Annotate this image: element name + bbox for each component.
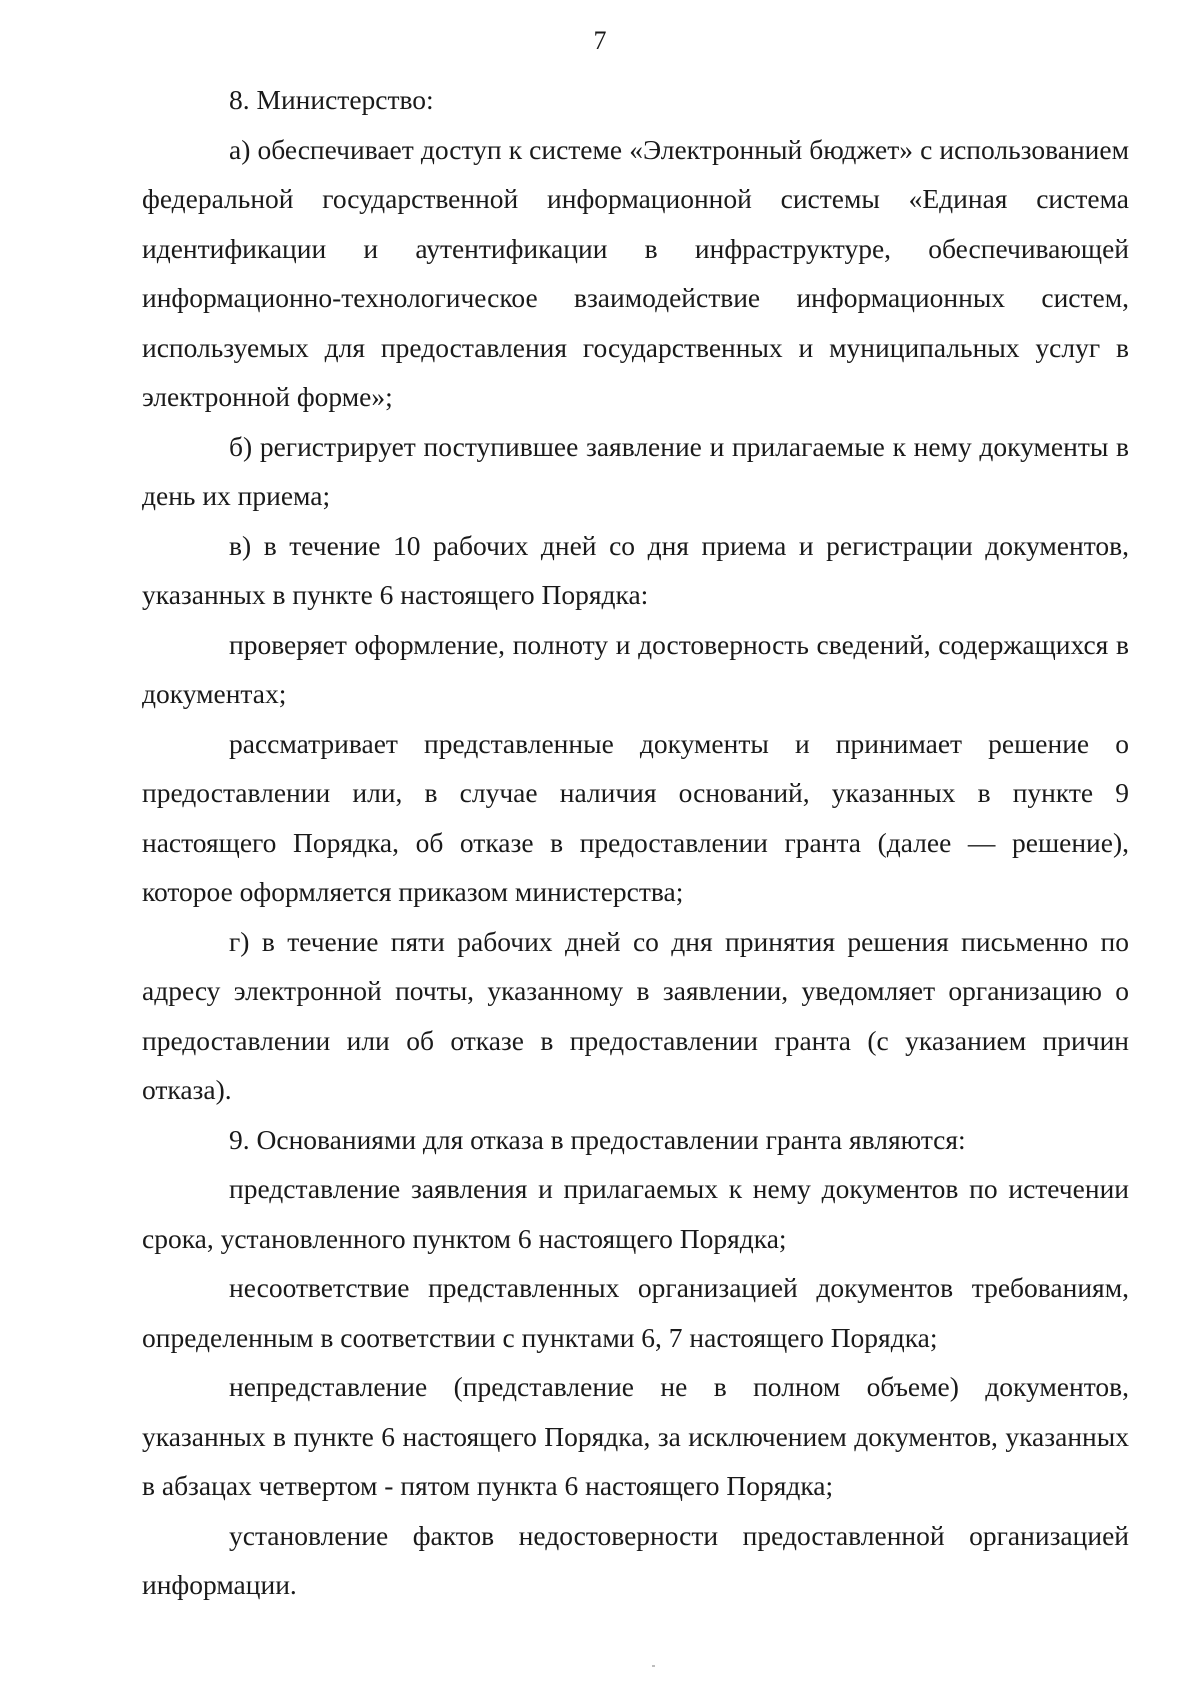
- scan-speck: [652, 1665, 655, 1667]
- paragraph-9-ground-false-info: установление фактов недостоверности предоставленной организацией информации.: [142, 1519, 1129, 1600]
- document-body: [142, 75, 1129, 1610]
- paragraph-9-ground-late: представление заявления и прилагаемых к нему документов по истечении срока, установленного пунктом 6 настоящего Порядка;: [142, 1173, 1129, 1254]
- paragraph-8b: б) регистрирует поступившее заявление и прилагаемые к нему документы в день их приема;: [142, 430, 1129, 511]
- paragraph-section-9-heading: 9. Основаниями для отказа в предоставлении гранта являются:: [229, 1123, 966, 1155]
- paragraph-8v: в) в течение 10 рабочих дней со дня приема и регистрации документов, указанных в пункте 6 настоящего Порядка:: [142, 529, 1129, 610]
- paragraph-8v-review: рассматривает представленные документы и принимает решение о предоставлении или, в случае наличия оснований, указанных в пункте 9 настоящего Порядка, об отказе в предоставлении гранта (далее — решение), которое оформляется приказом министерства;: [142, 727, 1129, 907]
- paragraph-8a: а) обеспечивает доступ к системе «Электронный бюджет» с использованием федеральной государственной информационной системы «Единая система идентификации и аутентификации в инфраструктуре, обеспечивающей информационно-технологическое взаимодействие информационных систем, используемых для предоставления государственных и муниципальных услуг в электронной форме»;: [142, 133, 1129, 412]
- paragraph-9-ground-incomplete: непредставление (представление не в полном объеме) документов, указанных в пункте 6 настоящего Порядка, за исключением документов, указанных в абзацах четвертом - пятом пункта 6 настоящего Порядка;: [142, 1371, 1129, 1501]
- paragraph-9-ground-mismatch: несоответствие представленных организацией документов требованиям, определенным в соответствии с пунктами 6, 7 настоящего Порядка;: [142, 1272, 1129, 1353]
- paragraph-section-8-heading: 8. Министерство:: [229, 84, 434, 115]
- paragraph-8v-check: проверяет оформление, полноту и достоверность сведений, содержащихся в документах;: [142, 628, 1129, 709]
- paragraph-8g: г) в течение пяти рабочих дней со дня принятия решения письменно по адресу электронной почты, указанному в заявлении, уведомляет организацию о предоставлении или об отказе в предоставлении гранта (с указанием причин отказа).: [142, 925, 1129, 1105]
- page-number: 7: [593, 26, 607, 55]
